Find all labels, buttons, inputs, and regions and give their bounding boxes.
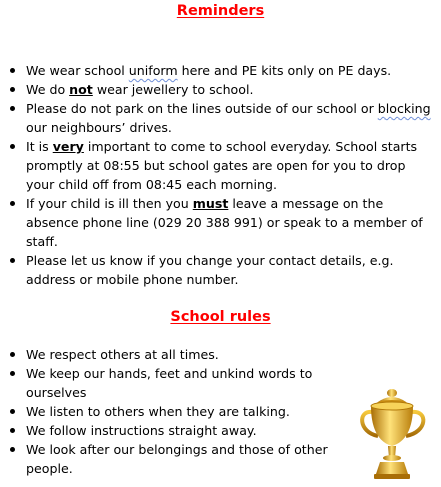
list-item: Please let us know if you change your contact details, e.g. address or mobile phone number. bbox=[0, 251, 436, 289]
school-rules-heading: School rules bbox=[170, 309, 271, 325]
list-item: We keep our hands, feet and unkind words to ourselves bbox=[0, 364, 345, 402]
trophy-icon bbox=[354, 386, 434, 482]
list-item: We listen to others when they are talking. bbox=[0, 402, 345, 421]
emphasis-must: must bbox=[192, 196, 229, 211]
reminders-heading: Reminders bbox=[176, 3, 265, 19]
list-item: We follow instructions straight away. bbox=[0, 421, 345, 440]
school-rules-list bbox=[0, 345, 345, 478]
uniform-word: uniform bbox=[128, 63, 178, 78]
list-item: Please do not park on the lines outside of our school or blocking our neighbours’ drives. bbox=[0, 99, 436, 137]
list-item: It is very important to come to school everyday. School starts promptly at 08:55 but school gates are open for you to drop your child off from 08:45 each morning. bbox=[0, 137, 436, 194]
list-item: We do not wear jewellery to school. bbox=[0, 80, 436, 99]
blocking-word: blocking bbox=[377, 101, 431, 116]
list-item: We wear school uniform here and PE kits only on PE days. bbox=[0, 61, 436, 80]
emphasis-not: not bbox=[69, 82, 93, 97]
emphasis-very: very bbox=[52, 139, 84, 154]
list-item: If your child is ill then you must leave a message on the absence phone line (029 20 388 991) or speak to a member of staff. bbox=[0, 194, 436, 251]
list-item: We look after our belongings and those of other people. bbox=[0, 440, 345, 478]
reminders-list bbox=[0, 61, 436, 289]
list-item: We respect others at all times. bbox=[0, 345, 345, 364]
